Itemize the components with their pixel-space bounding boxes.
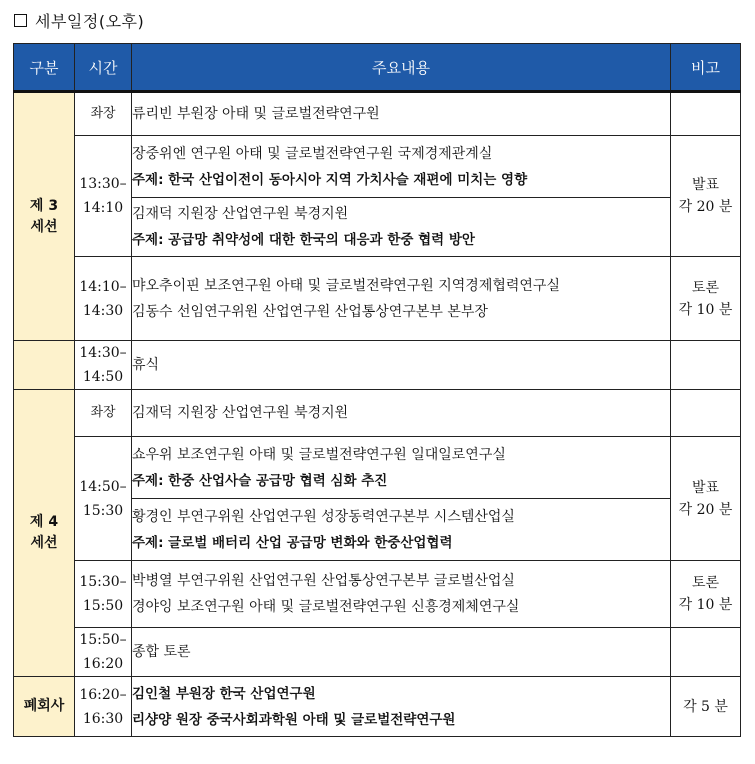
session4-chair-label: 좌장 bbox=[75, 390, 132, 437]
session4-presenter2: 황경인 부연구위원 산업연구원 성장동력연구본부 시스템산업실 주제: 글로벌 배터리 산업 공급망 변화와 한중산업협력 bbox=[132, 499, 671, 561]
header-remarks: 비고 bbox=[671, 44, 741, 92]
closing-speakers: 김인철 부원장 한국 산업연구원 리샹양 원장 중국사회과학원 아태 및 글로벌전략연구원 bbox=[132, 677, 671, 737]
break-label bbox=[14, 341, 75, 390]
session4-discussion-remark: 토론 각 10 분 bbox=[671, 561, 741, 628]
table-row bbox=[14, 677, 741, 737]
session3-discussion-time: 14:10– 14:30 bbox=[75, 257, 132, 341]
session3-presentation-time: 13:30– 14:10 bbox=[75, 136, 132, 257]
session4-label: 제 4 세션 bbox=[14, 390, 75, 677]
section-title bbox=[14, 9, 144, 31]
session4-discussion-time: 15:30– 15:50 bbox=[75, 561, 132, 628]
session4-chair: 김재덕 지원장 산업연구원 북경지원 bbox=[132, 390, 671, 437]
header-row bbox=[14, 44, 741, 92]
session4-general-discussion: 종합 토론 bbox=[132, 628, 671, 677]
empty-cell bbox=[671, 390, 741, 437]
section-title-text: 세부일정(오후) bbox=[35, 11, 145, 31]
session3-discussion: 먀오추이핀 보조연구원 아태 및 글로벌전략연구원 지역경제협력연구실 김동수 선임연구위원 산업연구원 산업통상연구본부 본부장 bbox=[132, 257, 671, 341]
closing-label: 폐회사 bbox=[14, 677, 75, 737]
session3-discussion-remark: 토론 각 10 분 bbox=[671, 257, 741, 341]
closing-remark: 각 5 분 bbox=[671, 677, 741, 737]
break-time: 14:30– 14:50 bbox=[75, 341, 132, 390]
session3-presenter1: 장중위엔 연구원 아태 및 글로벌전략연구원 국제경제관계실 주제: 한국 산업이전이 동아시아 지역 가치사슬 재편에 미치는 영향 bbox=[132, 136, 671, 198]
empty-cell bbox=[671, 92, 741, 136]
session4-presentation-remark: 발표 각 20 분 bbox=[671, 437, 741, 561]
session4-discussion: 박병열 부연구위원 산업연구원 산업통상연구본부 글로벌산업실 경야잉 보조연구원 아태 및 글로벌전략연구원 신흥경제체연구실 bbox=[132, 561, 671, 628]
session3-label: 제 3 세션 bbox=[14, 92, 75, 341]
table-row bbox=[14, 92, 741, 136]
header-category: 구분 bbox=[14, 44, 75, 92]
session3-chair: 류리빈 부원장 아태 및 글로벌전략연구원 bbox=[132, 92, 671, 136]
table-row bbox=[14, 136, 741, 198]
table-row bbox=[14, 390, 741, 437]
table-row bbox=[14, 628, 741, 677]
session3-presenter2: 김재덕 지원장 산업연구원 북경지원 주제: 공급망 취약성에 대한 한국의 대응과 한중 협력 방안 bbox=[132, 198, 671, 257]
session4-general-time: 15:50– 16:20 bbox=[75, 628, 132, 677]
empty-cell bbox=[671, 628, 741, 677]
table-row bbox=[14, 437, 741, 499]
header-time: 시간 bbox=[75, 44, 132, 92]
table-row bbox=[14, 341, 741, 390]
session4-presentation-time: 14:50– 15:30 bbox=[75, 437, 132, 561]
session4-presenter1: 쇼우위 보조연구원 아태 및 글로벌전략연구원 일대일로연구실 주제: 한중 산업사슬 공급망 협력 심화 추진 bbox=[132, 437, 671, 499]
session3-presentation-remark: 발표 각 20 분 bbox=[671, 136, 741, 257]
table-row bbox=[14, 257, 741, 341]
afternoon-schedule-table bbox=[13, 43, 741, 737]
header-content: 주요내용 bbox=[132, 44, 671, 92]
table-row bbox=[14, 561, 741, 628]
closing-time: 16:20– 16:30 bbox=[75, 677, 132, 737]
session3-chair-label: 좌장 bbox=[75, 92, 132, 136]
break-text: 휴식 bbox=[132, 341, 671, 390]
checkbox-square-icon bbox=[14, 14, 27, 27]
empty-cell bbox=[671, 341, 741, 390]
